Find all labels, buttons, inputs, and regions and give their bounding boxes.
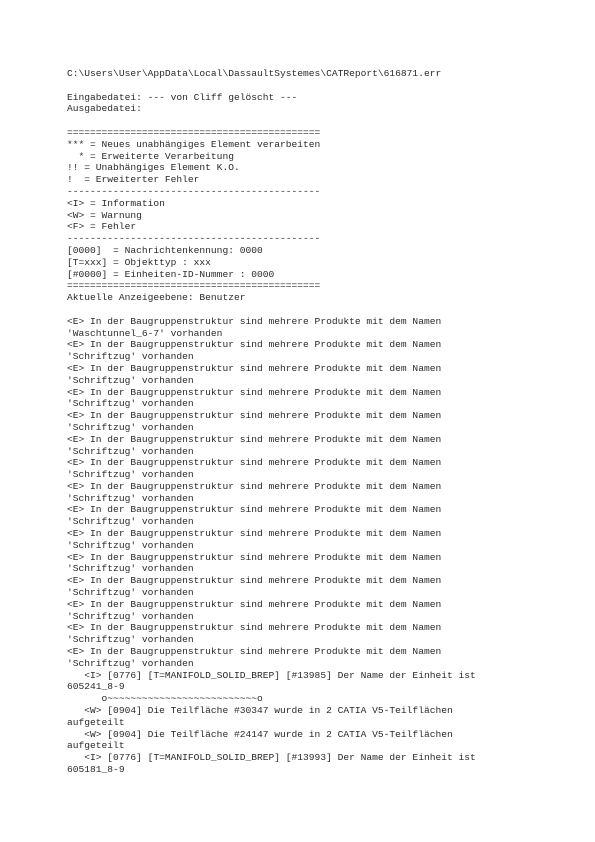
message-line: <E> In der Baugruppenstruktur sind mehrere Produkte mit dem Namen [67, 410, 442, 422]
message-line: <E> In der Baugruppenstruktur sind mehrere Produkte mit dem Namen [67, 457, 442, 469]
message-line: <E> In der Baugruppenstruktur sind mehrere Produkte mit dem Namen [67, 622, 442, 634]
legend-info: <I> = Information [67, 197, 165, 209]
message-line: 'Schriftzug' vorhanden [67, 563, 194, 575]
report-file-path: C:\Users\User\AppData\Local\DassaultSystemes\CATReport\616871.err [67, 68, 442, 79]
legend-message-id: [0000] = Nachrichtenkennung: 0000 [67, 244, 263, 256]
message-line: 605181_8-9 [67, 764, 125, 776]
spacer [67, 115, 587, 127]
message-line: <W> [0904] Die Teilfläche #30347 wurde in 2 CATIA V5-Teilflächen [67, 705, 453, 717]
message-line: 'Schriftzug' vorhanden [67, 421, 194, 433]
message-line: 'Schriftzug' vorhanden [67, 539, 194, 551]
message-line: <E> In der Baugruppenstruktur sind mehrere Produkte mit dem Namen [67, 575, 442, 587]
legend-rule: ============================================ [67, 126, 321, 138]
message-line: o~~~~~~~~~~~~~~~~~~~~~~~~~~o [67, 693, 263, 705]
message-line: <E> In der Baugruppenstruktur sind mehrere Produkte mit dem Namen [67, 551, 442, 563]
message-line: <E> In der Baugruppenstruktur sind mehrere Produkte mit dem Namen [67, 433, 442, 445]
message-line: 'Schriftzug' vorhanden [67, 587, 194, 599]
spacer [67, 304, 587, 316]
message-line: <E> In der Baugruppenstruktur sind mehrere Produkte mit dem Namen [67, 480, 442, 492]
message-line: <E> In der Baugruppenstruktur sind mehrere Produkte mit dem Namen [67, 598, 442, 610]
message-line: 'Schriftzug' vorhanden [67, 516, 194, 528]
legend-object-type: [T=xxx] = Objekttyp : xxx [67, 256, 211, 268]
spacer [67, 80, 587, 92]
legend-error: <F> = Fehler [67, 221, 137, 233]
message-line: <W> [0904] Die Teilfläche #24147 wurde in 2 CATIA V5-Teilflächen [67, 728, 453, 740]
input-file-line: Eingabedatei: --- von Cliff gelöscht --- [67, 91, 298, 103]
message-line: aufgeteilt [67, 716, 125, 728]
legend-block [67, 127, 587, 292]
message-line: 'Waschtunnel_6-7' vorhanden [67, 327, 223, 339]
message-line: 'Schriftzug' vorhanden [67, 657, 194, 669]
message-line: 'Schriftzug' vorhanden [67, 374, 194, 386]
message-line: <I> [0776] [T=MANIFOLD_SOLID_BREP] [#13985] Der Name der Einheit ist [67, 669, 476, 681]
legend-extended-error: ! = Erweiterter Fehler [67, 174, 200, 186]
message-line: <E> In der Baugruppenstruktur sind mehrere Produkte mit dem Namen [67, 528, 442, 540]
legend-rule: -------------------------------------------- [67, 185, 321, 197]
message-line: <E> In der Baugruppenstruktur sind mehrere Produkte mit dem Namen [67, 504, 442, 516]
output-file-line: Ausgabedatei: [67, 103, 142, 115]
message-line: 'Schriftzug' vorhanden [67, 610, 194, 622]
legend-ko: !! = Unabhängiges Element K.O. [67, 162, 240, 174]
message-line: <E> In der Baugruppenstruktur sind mehrere Produkte mit dem Namen [67, 315, 442, 327]
message-line: 'Schriftzug' vorhanden [67, 445, 194, 457]
legend-new-element: *** = Neues unabhängiges Element verarbeiten [67, 138, 321, 150]
message-line: <E> In der Baugruppenstruktur sind mehrere Produkte mit dem Namen [67, 339, 442, 351]
message-line: 605241_8-9 [67, 681, 125, 693]
legend-unit-id: [#0000] = Einheiten-ID-Nummer : 0000 [67, 268, 275, 280]
legend-rule: -------------------------------------------- [67, 233, 321, 245]
message-line: 'Schriftzug' vorhanden [67, 634, 194, 646]
message-line: 'Schriftzug' vorhanden [67, 469, 194, 481]
error-report-page [67, 68, 587, 776]
legend-rule: ============================================ [67, 280, 321, 292]
message-line: <E> In der Baugruppenstruktur sind mehrere Produkte mit dem Namen [67, 386, 442, 398]
message-line: 'Schriftzug' vorhanden [67, 492, 194, 504]
display-level: Aktuelle Anzeigeebene: Benutzer [67, 292, 246, 304]
message-line: 'Schriftzug' vorhanden [67, 351, 194, 363]
message-line: <I> [0776] [T=MANIFOLD_SOLID_BREP] [#13993] Der Name der Einheit ist [67, 752, 476, 764]
message-line: <E> In der Baugruppenstruktur sind mehrere Produkte mit dem Namen [67, 646, 442, 658]
message-line: 'Schriftzug' vorhanden [67, 398, 194, 410]
message-line: <E> In der Baugruppenstruktur sind mehrere Produkte mit dem Namen [67, 362, 442, 374]
message-list [67, 316, 587, 776]
legend-warning: <W> = Warnung [67, 209, 142, 221]
message-line: aufgeteilt [67, 740, 125, 752]
legend-extended: * = Erweiterte Verarbeitung [67, 150, 234, 162]
